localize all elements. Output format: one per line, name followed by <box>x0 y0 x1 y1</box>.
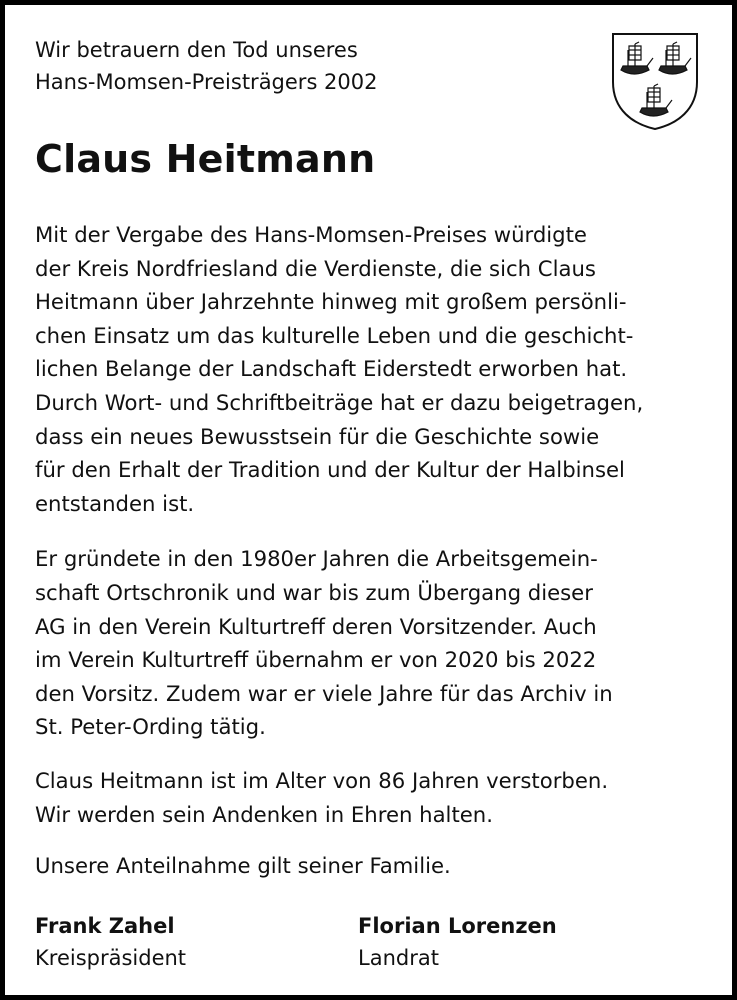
signer-district-administrator <box>358 910 557 974</box>
intro-text <box>35 34 705 98</box>
text-line: entstanden ist. <box>35 490 195 516</box>
text-line: im Verein Kulturtreff übernahm er von 2020 bis 2022 <box>35 647 597 673</box>
intro-line: Hans-Momsen-Preisträgers 2002 <box>35 70 378 94</box>
text-line: chen Einsatz um das kulturelle Leben und die geschicht- <box>35 322 634 348</box>
text-line: lichen Belange der Landschaft Eiderstedt erworben hat. <box>35 356 628 382</box>
text-line: Unsere Anteilnahme gilt seiner Familie. <box>35 853 451 879</box>
text-line: Claus Heitmann ist im Alter von 86 Jahren verstorben. <box>35 767 609 793</box>
text-line: Heitmann über Jahrzehnte hinweg mit großem persönli- <box>35 289 627 315</box>
text-line: Durch Wort- und Schriftbeiträge hat er dazu beigetragen, <box>35 389 644 415</box>
deceased-name: Claus Heitmann <box>35 137 376 181</box>
text-line: Er gründete in den 1980er Jahren die Arbeitsgemein- <box>35 546 598 572</box>
text-line: St. Peter-Ording tätig. <box>35 714 266 740</box>
paragraph-condolence <box>35 849 705 883</box>
text-line: AG in den Verein Kulturtreff deren Vorsitzender. Auch <box>35 613 597 639</box>
text-line: dass ein neues Bewusstsein für die Geschichte sowie <box>35 423 600 449</box>
paragraph-death <box>35 764 705 831</box>
text-line: den Vorsitz. Zudem war er viele Jahre für das Archiv in <box>35 680 613 706</box>
text-line: Wir werden sein Andenken in Ehren halten. <box>35 801 493 827</box>
signer-role: Landrat <box>358 946 439 970</box>
paragraph-biography <box>35 542 705 744</box>
text-line: Mit der Vergabe des Hans-Momsen-Preises würdigte <box>35 222 587 247</box>
signer-district-president <box>35 910 186 974</box>
text-line: schaft Ortschronik und war bis zum Übergang dieser <box>35 579 593 605</box>
signer-name: Frank Zahel <box>35 914 175 938</box>
signer-role: Kreispräsident <box>35 946 187 970</box>
notice-content <box>35 34 705 883</box>
intro-line: Wir betrauern den Tod unseres <box>35 38 358 62</box>
signer-name: Florian Lorenzen <box>358 914 557 938</box>
paragraph-tribute <box>35 218 705 520</box>
text-line: für den Erhalt der Tradition und der Kultur der Halbinsel <box>35 457 625 483</box>
text-line: der Kreis Nordfriesland die Verdienste, die sich Claus <box>35 255 596 281</box>
